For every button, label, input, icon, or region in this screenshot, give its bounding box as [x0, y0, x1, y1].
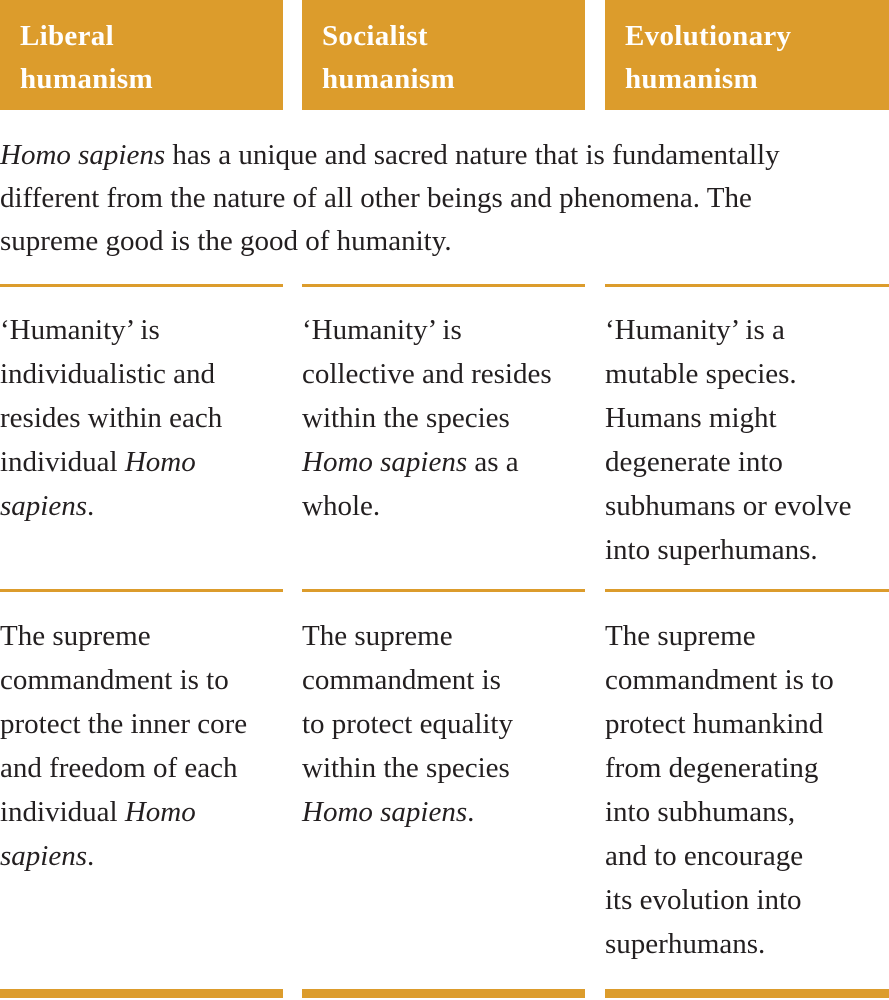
row2-liberal-cell: [0, 614, 283, 878]
row2-socialist-line5-italic: Homo sapiens: [302, 796, 468, 828]
row1-rule-socialist: [302, 284, 585, 287]
row2-socialist-line1: The supreme: [302, 620, 453, 652]
row1-socialist-line1: ‘Humanity’ is: [302, 314, 462, 346]
row1-evolutionary-line6: into superhumans.: [605, 534, 818, 566]
row2-socialist-line4: within the species: [302, 752, 510, 784]
row2-evolutionary-line7: its evolution into: [605, 884, 802, 916]
row2-socialist-line2: commandment is: [302, 664, 501, 696]
row1-rule-liberal: [0, 284, 283, 287]
row2-evolutionary-line4: from degenerating: [605, 752, 819, 784]
row1-liberal-line5-text: .: [87, 490, 95, 522]
row1-liberal-line2: individualistic and: [0, 358, 216, 390]
row1-rule-evolutionary: [605, 284, 889, 287]
row1-liberal-line4-text: individual: [0, 446, 125, 478]
header-evolutionary-line1: Evolutionary: [625, 20, 792, 52]
header-evolutionary-line2: humanism: [625, 63, 758, 95]
row1-liberal-line3: resides within each: [0, 402, 223, 434]
intro-line-1-rest: has a unique and sacred nature that is fundamentally: [165, 139, 780, 171]
row2-liberal-line6-italic: sapiens: [0, 840, 87, 872]
header-liberal-line1: Liberal: [20, 20, 114, 52]
header-liberal-line2: humanism: [20, 63, 153, 95]
row2-liberal-line4: and freedom of each: [0, 752, 238, 784]
bottom-rule-liberal: [0, 989, 283, 998]
header-socialist-line1: Socialist: [322, 20, 428, 52]
row2-evolutionary-line3: protect humankind: [605, 708, 824, 740]
bottom-rule-evolutionary: [605, 989, 889, 998]
row2-liberal-line1: The supreme: [0, 620, 151, 652]
row1-evolutionary-cell: [605, 308, 889, 572]
row2-socialist-line3: to protect equality: [302, 708, 513, 740]
row1-liberal-line1: ‘Humanity’ is: [0, 314, 160, 346]
row2-liberal-line6: [0, 834, 283, 878]
intro-line-2: different from the nature of all other beings and phenomena. The: [0, 182, 752, 214]
row1-liberal-line4: [0, 440, 283, 484]
header-evolutionary-humanism: [605, 0, 889, 110]
row2-liberal-line3: protect the inner core: [0, 708, 248, 740]
row1-socialist-line4-text: as a: [467, 446, 519, 478]
row1-socialist-cell: [302, 308, 585, 528]
row2-socialist-line5: [302, 790, 585, 834]
row1-liberal-cell: [0, 308, 283, 528]
row1-socialist-line5: whole.: [302, 490, 381, 522]
bottom-rule-socialist: [302, 989, 585, 998]
row2-evolutionary-cell: [605, 614, 889, 966]
row2-liberal-line2: commandment is to: [0, 664, 229, 696]
row1-liberal-line5: [0, 484, 283, 528]
row2-liberal-line5: [0, 790, 283, 834]
header-liberal-humanism: [0, 0, 283, 110]
row1-evolutionary-line1: ‘Humanity’ is a: [605, 314, 785, 346]
row2-evolutionary-line6: and to encourage: [605, 840, 804, 872]
row2-rule-socialist: [302, 589, 585, 592]
row1-socialist-line3: within the species: [302, 402, 510, 434]
row1-evolutionary-line4: degenerate into: [605, 446, 783, 478]
header-socialist-humanism: [302, 0, 585, 110]
header-socialist-line2: humanism: [322, 63, 455, 95]
row2-liberal-line5-text: individual: [0, 796, 125, 828]
row2-socialist-cell: [302, 614, 585, 834]
row1-socialist-line4-italic: Homo sapiens: [302, 446, 468, 478]
row1-evolutionary-line5: subhumans or evolve: [605, 490, 852, 522]
row2-evolutionary-line5: into subhumans,: [605, 796, 796, 828]
row1-evolutionary-line3: Humans might: [605, 402, 777, 434]
row2-rule-evolutionary: [605, 589, 889, 592]
row2-liberal-line6-text: .: [87, 840, 95, 872]
intro-line-1: [0, 134, 889, 177]
row2-rule-liberal: [0, 589, 283, 592]
row2-evolutionary-line1: The supreme: [605, 620, 756, 652]
intro-italic-term: Homo sapiens: [0, 139, 166, 171]
row1-liberal-line4-italic: Homo: [124, 446, 196, 478]
row1-liberal-line5-italic: sapiens: [0, 490, 87, 522]
row2-liberal-line5-italic: Homo: [124, 796, 196, 828]
row1-evolutionary-line2: mutable species.: [605, 358, 797, 390]
row2-socialist-line5-text: .: [467, 796, 475, 828]
row2-evolutionary-line2: commandment is to: [605, 664, 834, 696]
intro-line-3: supreme good is the good of humanity.: [0, 225, 452, 257]
row1-socialist-line2: collective and resides: [302, 358, 552, 390]
row1-socialist-line4: [302, 440, 585, 484]
intro-paragraph: [0, 134, 889, 263]
row2-evolutionary-line8: superhumans.: [605, 928, 766, 960]
